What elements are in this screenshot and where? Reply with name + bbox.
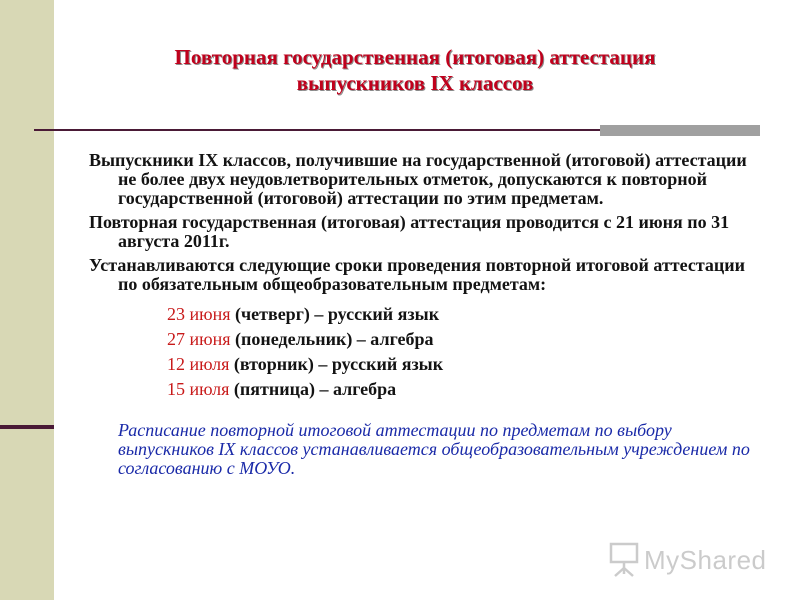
exam-subject: (вторник) – русский язык [229,354,444,374]
title-line-2: выпускников IX классов [296,71,534,95]
exam-subject: (пятница) – алгебра [229,379,397,399]
exam-date: 23 июня [167,304,231,324]
exam-date-item [167,379,764,400]
title-divider-block [600,125,760,136]
exam-subject: (четверг) – русский язык [230,304,440,324]
title-divider-line [34,129,600,131]
myshared-watermark [608,540,788,580]
side-band [0,0,54,600]
presentation-board-icon [608,540,642,578]
watermark-text: MyShared [644,545,767,575]
exam-subject: (понедельник) – алгебра [230,329,434,349]
exam-date-list [89,304,764,400]
schedule-note: Расписание повторной итоговой аттестации по предметам по выбору выпускников IX классов устанавливается общеобразовательным учреждением по согласованию с МОУО. [118,420,750,478]
exam-date: 27 июня [167,329,231,349]
slide-body [89,151,764,478]
paragraph-2: Повторная государственная (итоговая) аттестация проводится с 21 июня по 31 августа 2011г. [89,212,730,251]
exam-date-item [167,329,764,350]
exam-date-item [167,354,764,375]
exam-date: 15 июля [167,379,230,399]
exam-date: 12 июля [167,354,230,374]
paragraph-3: Устанавливаются следующие сроки проведения повторной итоговой аттестации по обязательным общеобразовательным предметам: [89,255,746,294]
exam-date-item [167,304,764,325]
title-line-1: Повторная государственная (итоговая) аттестация [174,45,656,69]
side-accent-bar [0,425,54,429]
paragraph-1: Выпускники IX классов, получившие на государственной (итоговой) аттестации не более двух неудовлетворительных отметок, допускаются к повторной государственной (итоговой) аттестации по этим предметам. [89,150,747,208]
slide-title [70,44,760,96]
